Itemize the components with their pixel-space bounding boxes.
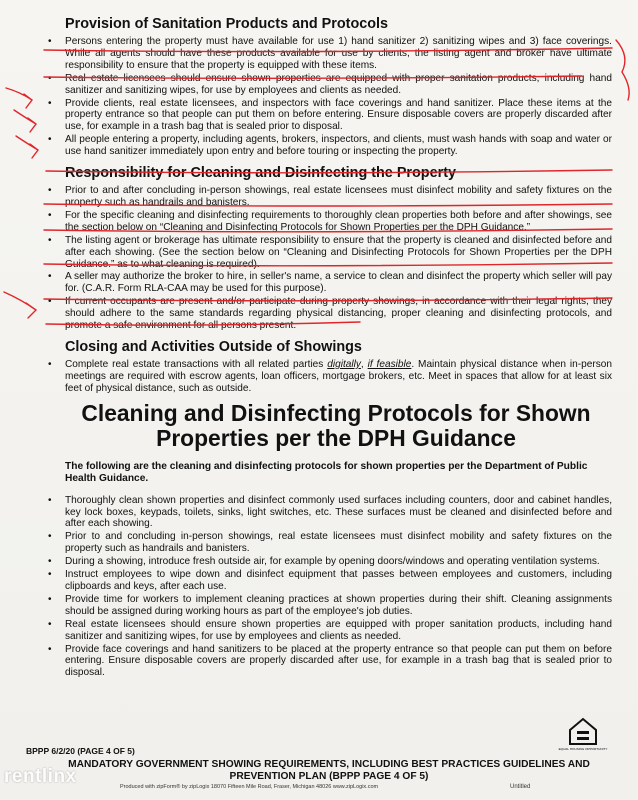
untitled-label: Untitled [510,784,531,790]
form-id: BPPP 6/2/20 (PAGE 4 OF 5) [26,746,135,756]
equal-housing-logo [558,714,608,754]
bullet: • [48,271,52,283]
bullet: • [48,234,52,246]
protocols-title: Cleaning and Disinfecting Protocols for Shown Properties per the DPH Guidance [81,399,591,451]
sanitation-list [48,36,612,158]
section-heading-sanitation: Provision of Sanitation Products and Protocols [65,16,389,32]
bullet: • [48,134,52,146]
section-heading-closing: Closing and Activities Outside of Showings [65,338,362,355]
producer-line: Produced with zipForm® by zipLogix 18070 Fifteen Mile Road, Fraser, Michigan 48026 www.zipLogix.com [120,784,379,790]
bullet: • [48,185,52,197]
cleaning-list [48,185,612,332]
document-body [48,15,612,685]
bullet: • [48,358,52,370]
closing-list [48,358,612,395]
list-item: • Provide time for workers to implement cleaning practices at shown properties during their shift. Cleaning assignments should be assigned during working hours as part of the employee's job duties. [48,593,612,617]
section-heading-cleaning: Responsibility for Cleaning and Disinfecting the Property [65,165,456,182]
list-item: • Prior to and concluding in-person showings, real estate licensees must disinfect mobility and safety fixtures on the property such as handrails and banisters. [48,531,612,555]
emphasis-if-feasible: if feasible [367,358,412,370]
bullet: • [48,296,52,308]
footer-title: MANDATORY GOVERNMENT SHOWING REQUIREMENTS, INCLUDING BEST PRACTICES GUIDELINES AND PREVENTION PLAN (BPPP PAGE 4 OF 5) [68,759,590,782]
list-item: • Persons entering the property must have available for use 1) hand sanitizer 2) sanitizing wipes and 3) face coverings. While all agents should have these products available for use by clients, the listing agent and broker have ultimate responsibility to ensure that the property is equipped with these items. [48,36,612,71]
list-item: • Real estate licensees should ensure shown properties are equipped with proper sanitation products, including hand sanitizer and sanitizing wipes, for use by employees and clients as needed. [48,618,612,642]
list-item: • If current occupants are present and/or participate during property showings, in accordance with their legal rights, they should adhere to the same standards regarding physical distancing, proper cleaning and disinfecting protocols, and promote a safe environment for all persons present. [48,296,612,332]
list-item: • Complete real estate transactions with all related parties digitally, if feasible. Maintain physical distance when in-person meetings are required with escrow agents, loan officers, mortgage brokers, etc. Meet in spaces that allow for at least six feet of physical distance, such as outside. [48,358,612,394]
bullet: • [48,569,52,581]
bullet: • [48,494,52,506]
bullet: • [48,36,52,47]
list-item: • Instruct employees to wipe down and disinfect equipment that passes between employees and customers, including clipboards and keys, after each use. [48,569,612,592]
list-item: • The listing agent or brokerage has ultimate responsibility to ensure that the property is cleaned and disinfected before and after each showing. (See the section below on “Cleaning and Disinfecting Protocols for Shown Properties per the DPH Guidance.” as to what cleaning is required). [48,234,612,270]
list-item: • Real estate licensees should ensure shown properties are equipped with proper sanitation products, including hand sanitizer and sanitizing wipes, for use by employees and clients as needed. [48,72,612,96]
eho-text: EQUAL HOUSING OPPORTUNITY [558,747,608,751]
list-item: • All people entering a property, including agents, brokers, inspectors, and clients, must wash hands with soap and water or use hand sanitizer immediately upon entry and before touring or inspecting the property. [48,134,612,158]
bullet: • [48,618,52,630]
bullet: • [48,531,52,543]
watermark-logo: rentlinx [4,766,77,787]
list-item: • A seller may authorize the broker to hire, in seller's name, a service to clean and disinfect the property which seller will pay for. (C.A.R. Form RLA-CAA may be used for this purpose). [48,271,612,295]
arrow-mark [4,292,36,318]
list-item: • For the specific cleaning and disinfecting requirements to thoroughly clean properties both before and after showings, see the section below on “Cleaning and Disinfecting Protocols for Shown Properties per the DPH Guidance.” [48,209,612,233]
bullet: • [48,556,52,568]
bullet: • [48,72,52,84]
bullet: • [48,593,52,605]
bullet: • [48,209,52,221]
list-item: • During a showing, introduce fresh outside air, for example by opening doors/windows and operating ventilation systems. [48,556,600,568]
list-item: • Provide face coverings and hand sanitizers to be placed at the property entrance so that people can put them on before entering. Ensure disposable covers are properly discarded after use, for example in a trash bag that is sealed prior to disposal. [48,643,612,679]
arrow-mark [6,88,32,108]
scribble-mark [616,40,629,100]
list-item: • Thoroughly clean shown properties and disinfect commonly used surfaces including counters, door and cabinet handles, key lock boxes, keypads, toilets, sinks, light switches, etc. These surfaces must be cleaned and disinfected before and after each showing. [48,494,612,530]
bullet: • [48,97,52,109]
protocols-list [48,494,612,680]
protocols-intro: The following are the cleaning and disinfecting protocols for shown properties per the Department of Public Health Guidance. [65,460,588,484]
arrow-mark [14,110,36,132]
arrow-mark [16,136,38,158]
list-item: • Provide clients, real estate licensees, and inspectors with face coverings and hand sanitizer. Place these items at the property entrance so that people can put them on before entering. Ensure disposable covers are properly discarded after use, for example in a trash bag that is sealed prior to disposal. [48,97,612,133]
bullet: • [48,643,52,655]
list-item: • Prior to and after concluding in-person showings, real estate licensees must disinfect mobility and safety fixtures on the property such as handrails and banisters. [48,185,612,208]
emphasis-digitally: digitally [327,358,361,370]
